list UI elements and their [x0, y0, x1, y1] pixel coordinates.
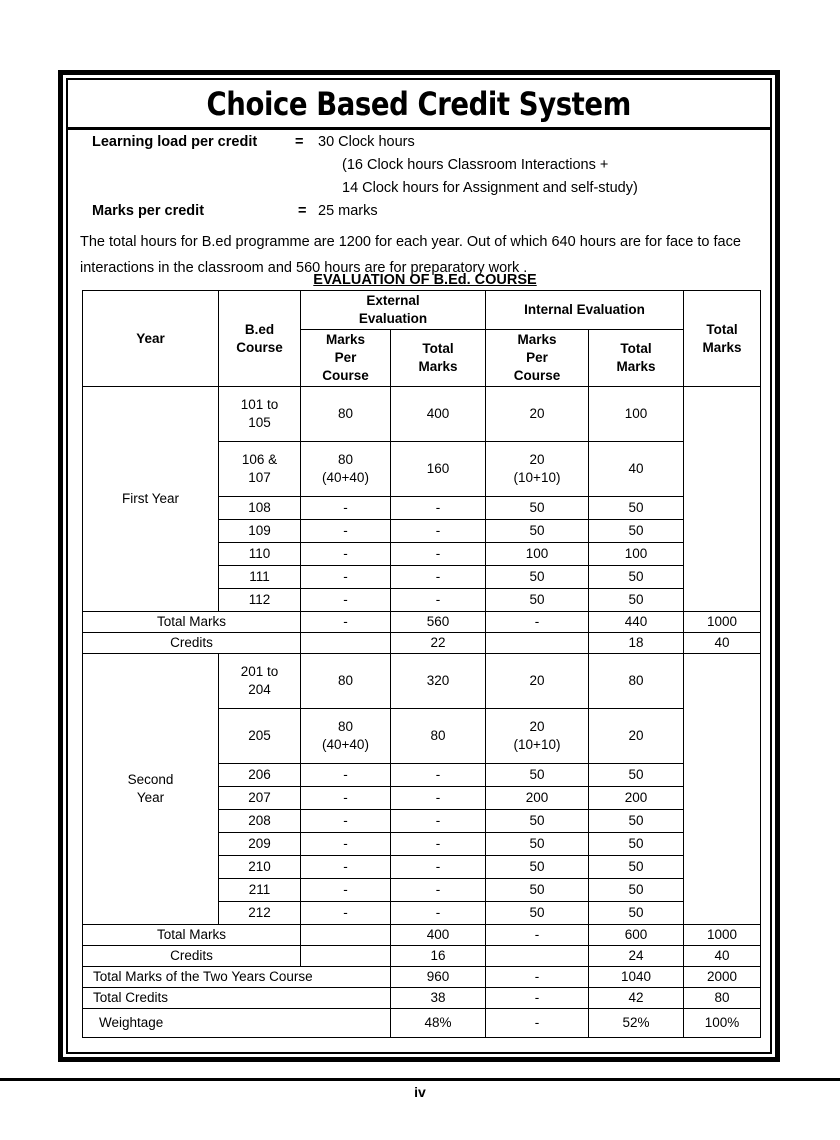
cell-year1-credits-int-mpc — [486, 633, 589, 654]
cell-int-mpc: 50 — [486, 566, 589, 589]
cell-summary-int-mpc: - — [486, 1009, 589, 1038]
cell-int-mpc: 50 — [486, 810, 589, 833]
cell-year1-credits-ext-total: 22 — [391, 633, 486, 654]
header-int-total-line2: Marks — [616, 359, 656, 374]
cell-summary-grand: 80 — [684, 988, 761, 1009]
cell-second-year-line1: Second — [127, 772, 174, 787]
cell-year1-credits-int-total: 18 — [589, 633, 684, 654]
cell-int-total: 50 — [589, 589, 684, 612]
header-row-1 — [83, 291, 761, 330]
cell-int-mpc: 20 — [486, 387, 589, 442]
cell-course: 207 — [219, 787, 301, 810]
cell-course — [219, 442, 301, 497]
cell-ext-total: - — [391, 497, 486, 520]
header-external-total-marks — [391, 330, 486, 387]
cell-int-total: 200 — [589, 787, 684, 810]
cell-course: 108 — [219, 497, 301, 520]
cell-summary-grand: 2000 — [684, 967, 761, 988]
cell-ext-total: - — [391, 520, 486, 543]
cell-year2-credits-grand: 40 — [684, 946, 761, 967]
header-total-marks — [684, 291, 761, 387]
cell-int-mpc: 50 — [486, 879, 589, 902]
header-int-mpc-line1: Marks — [517, 332, 557, 347]
cell-course: 205 — [219, 709, 301, 764]
header-external-evaluation — [301, 291, 486, 330]
cell-year2-total-ext-total: 400 — [391, 925, 486, 946]
footer-divider — [0, 1078, 840, 1081]
header-int-mpc-line2: Per — [526, 350, 548, 365]
header-ext-total-line1: Total — [422, 341, 454, 356]
cell-course — [219, 387, 301, 442]
cell-ext-mpc: - — [301, 543, 391, 566]
cell-ext-mpc — [301, 442, 391, 497]
learning-load-note-1 — [80, 157, 770, 180]
cell-second-year-label — [83, 654, 219, 925]
header-total-marks-line1: Total — [706, 321, 738, 337]
marks-per-credit-label: Marks per credit — [92, 203, 205, 219]
cell-int-total: 100 — [589, 387, 684, 442]
cell-course: 109 — [219, 520, 301, 543]
cell-year2-credits-int-total: 24 — [589, 946, 684, 967]
table-row-year2-credits — [83, 946, 761, 967]
cell-ext-total: - — [391, 543, 486, 566]
cell-int-mpc: 50 — [486, 589, 589, 612]
cell-int-total: 50 — [589, 520, 684, 543]
cell-int-mpc: 50 — [486, 833, 589, 856]
cell-course-line2: 107 — [248, 470, 271, 485]
cell-summary-grand: 100% — [684, 1009, 761, 1038]
table-row-summary — [83, 967, 761, 988]
header-ext-mpc-line3: Course — [322, 368, 369, 383]
cell-year2-total-int-mpc: - — [486, 925, 589, 946]
cell-course: 209 — [219, 833, 301, 856]
learning-load-equals: = — [295, 134, 304, 150]
cell-ext-mpc — [301, 709, 391, 764]
header-bed-course-line2: Course — [236, 339, 283, 355]
cell-year2-credits-ext-mpc — [301, 946, 391, 967]
cell-summary-label: Total Marks of the Two Years Course — [83, 967, 391, 988]
cell-int-mpc: 50 — [486, 497, 589, 520]
cell-int-mpc: 50 — [486, 764, 589, 787]
cell-int-total: 50 — [589, 497, 684, 520]
cell-int-total: 50 — [589, 856, 684, 879]
cell-ext-total: - — [391, 879, 486, 902]
learning-load-note-1-text: (16 Clock hours Classroom Interactions + — [342, 157, 609, 173]
header-ext-total-line2: Marks — [418, 359, 458, 374]
footer-page-number: iv — [414, 1084, 426, 1100]
cell-ext-mpc: - — [301, 566, 391, 589]
cell-int-mpc: 20 — [486, 654, 589, 709]
table-row-year1-total — [83, 612, 761, 633]
cell-year1-total-int-mpc: - — [486, 612, 589, 633]
cell-year1-total-grand: 1000 — [684, 612, 761, 633]
cell-year1-credits-grand: 40 — [684, 633, 761, 654]
cell-ext-mpc: - — [301, 764, 391, 787]
cell-grand-total-year1 — [684, 387, 761, 612]
header-internal-marks-per-course — [486, 330, 589, 387]
cell-ext-mpc: - — [301, 497, 391, 520]
cell-ext-mpc: - — [301, 833, 391, 856]
cell-ext-mpc: - — [301, 810, 391, 833]
cell-course: 111 — [219, 566, 301, 589]
cell-int-mpc-line1: 20 — [529, 452, 545, 467]
cell-summary-int-total: 42 — [589, 988, 684, 1009]
cell-int-mpc-line1: 20 — [529, 719, 545, 734]
cell-grand-total-year2 — [684, 654, 761, 925]
cell-int-mpc — [486, 442, 589, 497]
page-title: Choice Based Credit System — [206, 84, 632, 123]
header-bed-course-line1: B.ed — [244, 321, 275, 337]
cell-course: 208 — [219, 810, 301, 833]
cell-int-total: 50 — [589, 902, 684, 925]
cell-int-total: 50 — [589, 566, 684, 589]
cell-ext-total: - — [391, 902, 486, 925]
cell-course-line1: 101 to — [240, 397, 279, 412]
cell-ext-mpc-line1: 80 — [337, 452, 354, 467]
cell-ext-total: - — [391, 810, 486, 833]
cell-year1-total-ext-mpc: - — [301, 612, 391, 633]
cell-ext-total: 160 — [391, 442, 486, 497]
cell-year2-total-grand: 1000 — [684, 925, 761, 946]
cell-summary-label: Weightage — [83, 1009, 391, 1038]
header-int-mpc-line3: Course — [513, 368, 561, 383]
cell-year1-total-label: Total Marks — [83, 612, 301, 633]
cell-year2-total-label: Total Marks — [83, 925, 301, 946]
header-internal-evaluation: Internal Evaluation — [486, 291, 684, 330]
cell-year2-credits-label: Credits — [83, 946, 301, 967]
cell-ext-total: - — [391, 787, 486, 810]
table-row-summary — [83, 1009, 761, 1038]
cell-year2-total-int-total: 600 — [589, 925, 684, 946]
cell-int-mpc: 50 — [486, 520, 589, 543]
learning-load-note-2 — [80, 180, 770, 203]
table-row — [83, 654, 761, 709]
cell-year1-credits-ext-mpc — [301, 633, 391, 654]
cell-int-total: 50 — [589, 764, 684, 787]
cell-course: 112 — [219, 589, 301, 612]
cell-ext-mpc: - — [301, 589, 391, 612]
cell-second-year-line2: Year — [136, 790, 165, 805]
marks-per-credit-equals: = — [298, 203, 307, 219]
cell-int-mpc: 50 — [486, 856, 589, 879]
cell-ext-total: - — [391, 856, 486, 879]
cell-ext-mpc: - — [301, 902, 391, 925]
cell-ext-mpc: 80 — [301, 387, 391, 442]
cell-course: 206 — [219, 764, 301, 787]
cell-int-total: 100 — [589, 543, 684, 566]
cell-ext-mpc: 80 — [301, 654, 391, 709]
cell-int-total: 50 — [589, 810, 684, 833]
cell-ext-mpc: - — [301, 856, 391, 879]
cell-ext-total: - — [391, 764, 486, 787]
intro-block — [80, 134, 770, 281]
cell-summary-ext-total: 960 — [391, 967, 486, 988]
cell-ext-mpc: - — [301, 879, 391, 902]
cell-int-total: 50 — [589, 833, 684, 856]
cell-summary-int-total: 52% — [589, 1009, 684, 1038]
cell-int-total: 40 — [589, 442, 684, 497]
evaluation-table — [82, 290, 761, 1038]
table-row — [83, 387, 761, 442]
learning-load-value: 30 Clock hours — [318, 134, 415, 150]
cell-summary-ext-total: 38 — [391, 988, 486, 1009]
header-ext-mpc-line2: Per — [334, 350, 357, 365]
table-row-year2-total — [83, 925, 761, 946]
cell-year1-credits-label: Credits — [83, 633, 301, 654]
header-int-total-line1: Total — [620, 341, 652, 356]
cell-int-total: 50 — [589, 879, 684, 902]
cell-ext-mpc: - — [301, 520, 391, 543]
marks-per-credit-row — [80, 203, 770, 226]
cell-int-mpc-line2: (10+10) — [513, 737, 561, 752]
cell-ext-mpc: - — [301, 787, 391, 810]
cell-year1-total-ext-total: 560 — [391, 612, 486, 633]
cell-int-mpc: 200 — [486, 787, 589, 810]
cell-course — [219, 654, 301, 709]
cell-course-line1: 201 to — [240, 664, 279, 679]
cell-ext-total: - — [391, 589, 486, 612]
cell-year2-credits-int-mpc — [486, 946, 589, 967]
cell-ext-total: 80 — [391, 709, 486, 764]
cell-int-mpc — [486, 709, 589, 764]
cell-int-total: 20 — [589, 709, 684, 764]
cell-course: 212 — [219, 902, 301, 925]
header-internal-total-marks — [589, 330, 684, 387]
header-ext-mpc-line1: Marks — [325, 332, 366, 347]
cell-course-line1: 106 & — [241, 452, 278, 467]
table-head — [83, 291, 761, 387]
cell-int-mpc-line2: (10+10) — [513, 470, 561, 485]
cell-int-total: 80 — [589, 654, 684, 709]
cell-ext-mpc-line2: (40+40) — [322, 737, 369, 752]
cell-year2-total-ext-mpc — [301, 925, 391, 946]
cell-int-mpc: 50 — [486, 902, 589, 925]
learning-load-row — [80, 134, 770, 157]
cell-int-mpc: 100 — [486, 543, 589, 566]
table-caption — [80, 272, 770, 288]
table-row-year1-credits — [83, 633, 761, 654]
cell-summary-label: Total Credits — [83, 988, 391, 1009]
cell-ext-total: - — [391, 566, 486, 589]
cell-first-year-label: First Year — [83, 387, 219, 612]
header-external-line1: External — [366, 293, 420, 308]
cell-ext-total: - — [391, 833, 486, 856]
intro-paragraph: The total hours for B.ed programme are 1200 for each year. Out of which 640 hours are for face to face interactions in the classroom and 560 hours are for preparatory work . — [80, 234, 741, 276]
learning-load-label: Learning load per credit — [92, 134, 258, 150]
title-banner — [68, 80, 770, 130]
table-row-summary — [83, 988, 761, 1009]
table-caption-text: EVALUATION OF B.Ed. COURSE — [313, 272, 537, 288]
header-external-marks-per-course — [301, 330, 391, 387]
cell-summary-int-mpc: - — [486, 988, 589, 1009]
cell-course: 210 — [219, 856, 301, 879]
cell-summary-int-total: 1040 — [589, 967, 684, 988]
cell-ext-mpc-line2: (40+40) — [322, 470, 369, 485]
cell-course: 211 — [219, 879, 301, 902]
header-bed-course — [219, 291, 301, 387]
cell-course-line2: 105 — [248, 415, 271, 430]
cell-year1-total-int-total: 440 — [589, 612, 684, 633]
header-year: Year — [83, 291, 219, 387]
cell-course: 110 — [219, 543, 301, 566]
cell-year2-credits-ext-total: 16 — [391, 946, 486, 967]
cell-ext-total: 320 — [391, 654, 486, 709]
learning-load-note-2-text: 14 Clock hours for Assignment and self-study) — [342, 180, 638, 196]
cell-ext-mpc-line1: 80 — [337, 719, 354, 734]
header-external-line2: Evaluation — [358, 311, 428, 326]
cell-summary-ext-total: 48% — [391, 1009, 486, 1038]
cell-summary-int-mpc: - — [486, 967, 589, 988]
marks-per-credit-value: 25 marks — [318, 203, 378, 219]
cell-ext-total: 400 — [391, 387, 486, 442]
table-body — [83, 387, 761, 1038]
cell-course-line2: 204 — [248, 682, 271, 697]
header-total-marks-line2: Marks — [702, 339, 742, 355]
